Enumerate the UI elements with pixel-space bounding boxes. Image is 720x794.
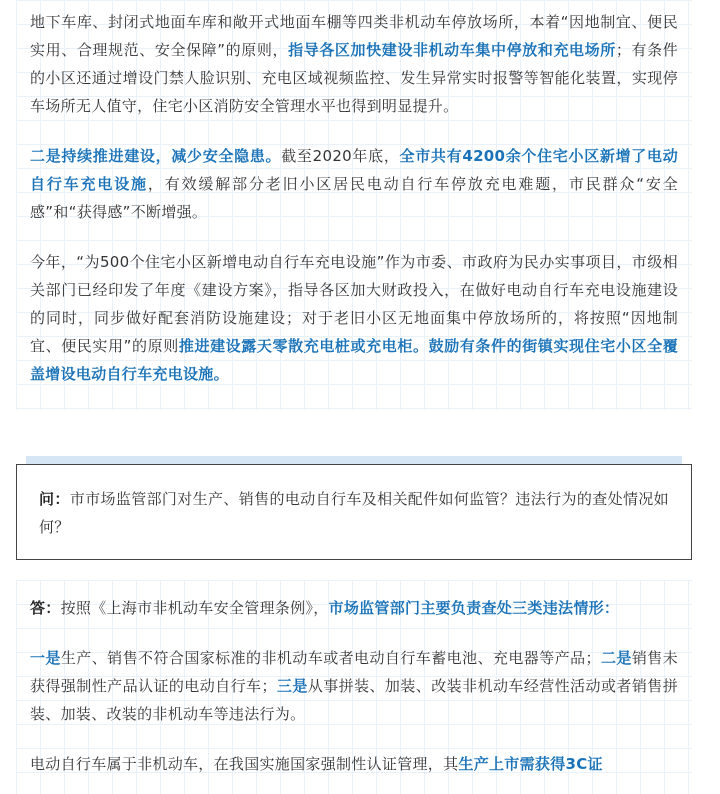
paragraph-this-year <box>30 248 678 388</box>
text-run: ；有条件的小区还通过增设门禁人脸识别、充电区域视频监控、发生异常实时报警等智能化装置，实现停车场所无人值守，住宅小区消防安全管理水平也得到明显提升。 <box>30 41 678 115</box>
text-run: 生产、销售不符合国家标准的非机动车或者电动自行车蓄电池、充电器等产品； <box>60 649 601 667</box>
highlight-text: 市场监管部门主要负责查处三类违法情形： <box>328 599 620 617</box>
highlight-text: 指导各区加快建设非机动车集中停放和充电场所 <box>288 41 616 59</box>
article-section-answer <box>16 580 692 794</box>
highlight-text: 推进建设露天零散充电桩或充电柜。鼓励有条件的街镇实现住宅小区全覆盖增设电动自行车充电设施。 <box>30 337 678 383</box>
text-run: 从事拼装、加装、改装非机动车经营性活动或者销售拼装、加装、改装的非机动车等违法行为。 <box>30 677 678 723</box>
answer-certification <box>30 750 678 778</box>
text-run: 电动自行车属于非机动车，在我国实施国家强制性认证管理，其 <box>30 755 459 773</box>
highlight-heading: 二是持续推进建设，减少安全隐患。 <box>30 147 282 165</box>
paragraph-facilities <box>30 8 678 120</box>
answer-label: 答： <box>30 599 61 617</box>
highlight-text: 生产上市需获得3C证 <box>458 755 603 773</box>
text-run: ，有效缓解部分老旧小区居民电动自行车停放充电难题，市民群众“安全感”和“获得感”不断增强。 <box>30 175 679 221</box>
question-text <box>39 485 669 541</box>
text-run: 销售未获得强制性产品认证的电动自行车； <box>30 649 678 695</box>
article-section-top <box>16 0 692 410</box>
text-run: 按照《上海市非机动车安全管理条例》， <box>60 599 329 617</box>
answer-violations <box>30 644 678 728</box>
text-run: 今年，“为500个住宅小区新增电动自行车充电设施”作为市委、市政府为民办实事项目，市级相关部门已经印发了年度《建设方案》，指导各区加大财政投入，在做好电动自行车充电设施建设的同时，同步做好配套消防设施建设；对于老旧小区无地面集中停放场所的，将按照“因地制宜、便民实用”的原则 <box>30 253 678 355</box>
highlight-keyword: 三是 <box>276 677 308 695</box>
highlight-keyword: 二是 <box>600 649 632 667</box>
highlight-keyword: 一是 <box>30 649 61 667</box>
text-run: 地下车库、封闭式地面车库和敞开式地面车棚等四类非机动车停放场所，本着“因地制宜、便民实用、合理规范、安全保障”的原则， <box>30 13 678 59</box>
answer-intro <box>30 594 678 622</box>
text-run: 截至2020年底， <box>281 147 400 165</box>
paragraph-construction <box>30 142 678 226</box>
question-label: 问： <box>39 490 70 508</box>
highlight-text: 全市共有4200余个住宅小区新增了电动自行车充电设施 <box>30 147 679 193</box>
question-body: 市市场监管部门对生产、销售的电动自行车及相关配件如何监管？违法行为的查处情况如何？ <box>39 490 669 536</box>
question-box <box>16 464 692 560</box>
